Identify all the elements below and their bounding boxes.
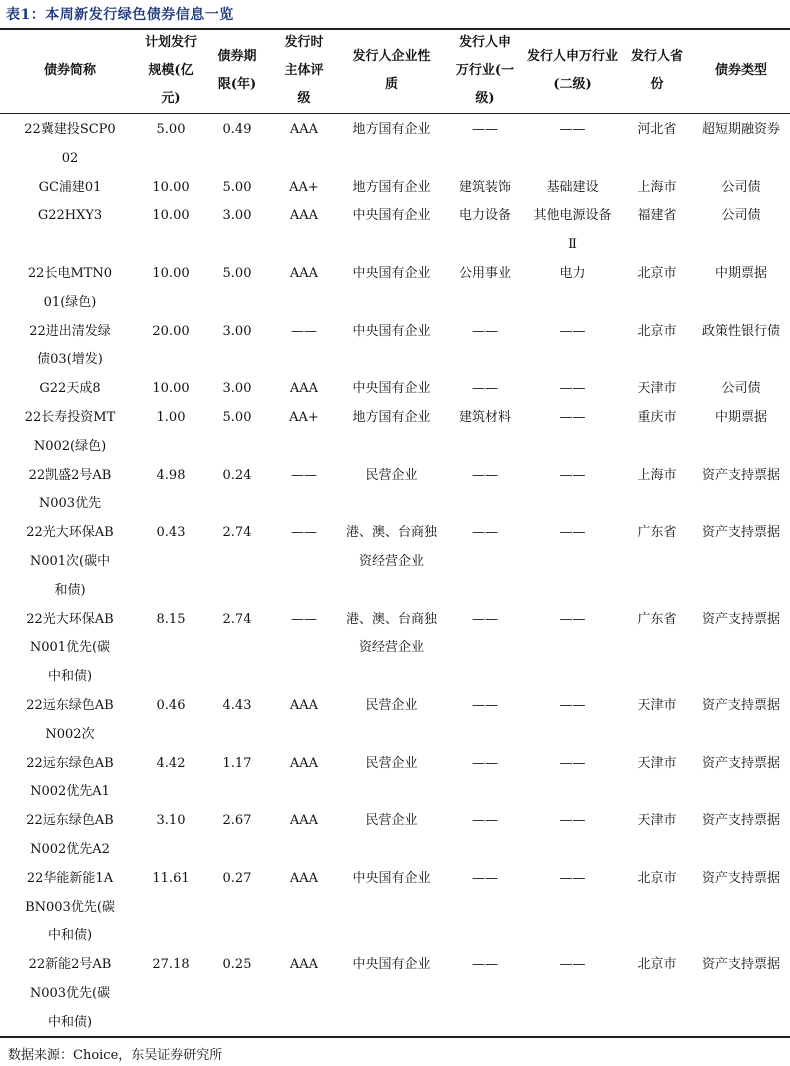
cell-industry-l1: —— (472, 611, 498, 627)
cell-industry-l1: 公用事业 (458, 265, 511, 281)
cell-bond-type: 公司债 (721, 381, 761, 397)
cell-bond-type: 公司债 (721, 208, 761, 224)
cell-bond-type: 资产支持票据 (702, 467, 781, 483)
cell-issue-size: 0.46 (156, 697, 186, 713)
cell-rating: —— (291, 467, 317, 483)
cell-province: 上海市 (637, 179, 677, 195)
table-row (0, 951, 790, 1037)
cell-issuer-type: 民营企业 (365, 467, 418, 483)
cell-bond-name: 22光大环保ABN001优先(碳中和债) (26, 611, 114, 685)
table-row (0, 750, 790, 808)
cell-industry-l2: —— (559, 323, 586, 339)
cell-bond-type: 资产支持票据 (702, 957, 781, 973)
table-row (0, 606, 790, 692)
cell-rating: AAA (289, 755, 319, 771)
col-header-bond-type: 债券类型 (714, 63, 767, 78)
cell-term: 3.00 (222, 323, 252, 339)
cell-rating: —— (291, 323, 317, 339)
header-row (0, 29, 790, 113)
cell-province: 北京市 (637, 870, 677, 886)
cell-issue-size: 10.00 (152, 179, 190, 195)
cell-issuer-type: 中央国有企业 (352, 323, 431, 339)
cell-province: 天津市 (637, 755, 677, 771)
cell-rating: AA+ (289, 179, 319, 195)
cell-issue-size: 10.00 (152, 381, 190, 397)
cell-industry-l2: 其他电源设备Ⅱ (533, 208, 612, 253)
cell-term: 3.00 (222, 208, 252, 224)
cell-issue-size: 20.00 (152, 323, 190, 339)
cell-issuer-type: 地方国有企业 (352, 122, 431, 137)
col-header-issue-size: 计划发行规模(亿元) (144, 35, 197, 106)
cell-term: 3.00 (222, 381, 252, 397)
cell-rating: AAA (289, 208, 319, 224)
cell-issuer-type: 港、澳、台商独资经营企业 (346, 611, 438, 656)
bottom-rule (0, 1036, 790, 1038)
cell-industry-l1: —— (472, 525, 498, 541)
cell-bond-type: 资产支持票据 (702, 611, 781, 627)
cell-province: 广东省 (637, 611, 677, 627)
cell-issuer-type: 中央国有企业 (352, 208, 431, 224)
table-row (0, 318, 790, 376)
cell-industry-l2: —— (559, 611, 586, 627)
bond-table (0, 29, 790, 1038)
cell-industry-l1: 建筑材料 (458, 409, 511, 425)
cell-term: 2.67 (222, 813, 252, 829)
cell-bond-name: 22凯盛2号ABN003优先 (28, 467, 112, 512)
col-header-province: 发行人省份 (630, 49, 683, 92)
cell-term: 5.00 (222, 179, 252, 195)
cell-issue-size: 3.10 (156, 813, 186, 829)
table-title: 表1：本周新发行绿色债券信息一览 (6, 7, 234, 23)
cell-bond-name: 22远东绿色ABN002优先A1 (26, 755, 114, 800)
cell-bond-type: 资产支持票据 (702, 870, 781, 886)
cell-province: 福建省 (637, 208, 677, 224)
table-row (0, 519, 790, 605)
cell-bond-name: 22进出清发绿债03(增发) (29, 323, 111, 368)
col-header-bond-name: 债券简称 (43, 63, 96, 78)
cell-rating: AAA (289, 697, 319, 713)
cell-term: 5.00 (222, 409, 252, 425)
table-row (0, 692, 790, 750)
cell-bond-name: 22新能2号ABN003优先(碳中和债) (28, 957, 112, 1030)
cell-industry-l1: —— (472, 697, 498, 713)
cell-issuer-type: 地方国有企业 (352, 409, 431, 425)
table-row (0, 807, 790, 865)
cell-industry-l1: —— (472, 381, 498, 397)
table-row (0, 462, 790, 520)
col-header-issuer-type: 发行人企业性质 (352, 49, 431, 92)
table-row (0, 375, 790, 404)
cell-bond-name: 22冀建投SCP002 (24, 122, 116, 166)
cell-province: 北京市 (637, 265, 677, 281)
cell-industry-l1: —— (472, 813, 498, 829)
cell-bond-name: 22长电MTN001(绿色) (27, 265, 113, 310)
cell-bond-type: 中期票据 (714, 409, 767, 425)
cell-bond-name: G22HXY3 (37, 208, 103, 224)
cell-rating: AAA (289, 265, 319, 281)
cell-term: 5.00 (222, 265, 252, 281)
cell-industry-l1: —— (472, 957, 498, 973)
table-row (0, 404, 790, 462)
cell-bond-type: 政策性银行债 (702, 323, 781, 339)
cell-issue-size: 10.00 (152, 208, 190, 224)
cell-issue-size: 4.42 (156, 755, 186, 771)
cell-bond-type: 资产支持票据 (702, 697, 781, 713)
cell-bond-type: 超短期融资券 (702, 122, 781, 137)
table-row (0, 260, 790, 318)
cell-issuer-type: 中央国有企业 (352, 381, 431, 397)
cell-bond-name: 22光大环保ABN001次(碳中和债) (26, 525, 114, 598)
cell-bond-type: 资产支持票据 (702, 813, 781, 829)
cell-bond-name: 22远东绿色ABN002优先A2 (26, 813, 114, 857)
cell-industry-l2: —— (559, 755, 586, 771)
cell-rating: AAA (289, 957, 319, 973)
cell-issue-size: 5.00 (156, 122, 186, 137)
col-header-rating: 发行时主体评级 (284, 35, 324, 106)
col-header-industry-l1: 发行人申万行业(一级) (455, 35, 515, 106)
cell-term: 0.24 (222, 467, 252, 483)
col-header-industry-l2: 发行人申万行业(二级) (527, 49, 619, 92)
cell-industry-l2: —— (559, 697, 586, 713)
cell-industry-l2: —— (559, 813, 586, 829)
cell-rating: AA+ (289, 409, 319, 425)
cell-industry-l1: —— (472, 870, 498, 886)
cell-issuer-type: 中央国有企业 (352, 870, 431, 886)
cell-industry-l2: —— (559, 525, 586, 541)
cell-term: 0.49 (222, 122, 252, 137)
cell-rating: AAA (289, 381, 319, 397)
cell-province: 河北省 (637, 122, 677, 137)
cell-term: 1.17 (222, 755, 252, 771)
cell-term: 0.27 (222, 870, 252, 886)
cell-rating: —— (291, 611, 317, 627)
cell-rating: AAA (289, 870, 319, 886)
cell-bond-name: 22远东绿色ABN002次 (26, 697, 114, 742)
cell-province: 北京市 (637, 323, 677, 339)
cell-industry-l2: —— (559, 870, 586, 886)
cell-term: 4.43 (222, 697, 252, 713)
cell-industry-l2: —— (559, 467, 586, 483)
cell-issue-size: 0.43 (156, 525, 186, 541)
cell-bond-name: GC浦建01 (38, 179, 102, 195)
cell-bond-type: 资产支持票据 (702, 755, 781, 771)
cell-province: 广东省 (637, 525, 677, 541)
cell-industry-l1: 建筑装饰 (458, 179, 511, 195)
cell-bond-type: 资产支持票据 (702, 525, 781, 541)
cell-issuer-type: 港、澳、台商独资经营企业 (346, 525, 438, 569)
cell-issuer-type: 中央国有企业 (352, 265, 431, 281)
table-row (0, 113, 790, 174)
cell-issue-size: 8.15 (156, 611, 186, 627)
cell-issuer-type: 中央国有企业 (352, 957, 431, 973)
cell-issue-size: 4.98 (156, 467, 186, 483)
cell-industry-l2: —— (559, 409, 586, 425)
cell-province: 上海市 (637, 467, 677, 483)
cell-issuer-type: 民营企业 (365, 813, 418, 829)
cell-industry-l1: —— (472, 467, 498, 483)
cell-bond-type: 中期票据 (714, 265, 767, 281)
cell-province: 天津市 (637, 381, 677, 397)
cell-term: 2.74 (222, 611, 252, 627)
cell-issue-size: 10.00 (152, 265, 190, 281)
table-row (0, 865, 790, 951)
col-header-term: 债券期限(年) (217, 49, 257, 92)
cell-industry-l2: 基础建设 (546, 179, 599, 195)
cell-industry-l1: 电力设备 (458, 208, 511, 224)
cell-bond-name: G22天成8 (39, 381, 101, 397)
cell-province: 重庆市 (637, 409, 677, 425)
cell-bond-type: 公司债 (721, 179, 761, 195)
cell-industry-l1: —— (472, 122, 498, 137)
cell-industry-l2: —— (559, 122, 586, 137)
cell-term: 2.74 (222, 525, 252, 541)
cell-industry-l2: 电力 (559, 265, 586, 281)
cell-issuer-type: 地方国有企业 (352, 179, 431, 195)
table-row (0, 174, 790, 203)
cell-rating: AAA (289, 813, 319, 829)
cell-industry-l1: —— (472, 755, 498, 771)
cell-bond-name: 22华能新能1ABN003优先(碳中和债) (25, 870, 115, 944)
table-body (0, 113, 790, 1038)
cell-issuer-type: 民营企业 (365, 755, 418, 771)
cell-term: 0.25 (222, 957, 252, 973)
cell-issue-size: 11.61 (152, 870, 190, 886)
cell-province: 天津市 (637, 813, 677, 829)
cell-issue-size: 1.00 (156, 409, 186, 425)
cell-rating: AAA (289, 122, 319, 137)
cell-industry-l1: —— (472, 323, 498, 339)
cell-issue-size: 27.18 (152, 957, 190, 973)
cell-bond-name: 22长寿投资MTN002(绿色) (24, 409, 116, 454)
cell-province: 北京市 (637, 957, 677, 973)
cell-industry-l2: —— (559, 957, 586, 973)
cell-industry-l2: —— (559, 381, 586, 397)
cell-province: 天津市 (637, 697, 677, 713)
data-source-note: 数据来源：Choice，东吴证券研究所 (8, 1048, 223, 1063)
cell-rating: —— (291, 525, 317, 541)
cell-issuer-type: 民营企业 (365, 697, 418, 713)
table-row (0, 202, 790, 260)
